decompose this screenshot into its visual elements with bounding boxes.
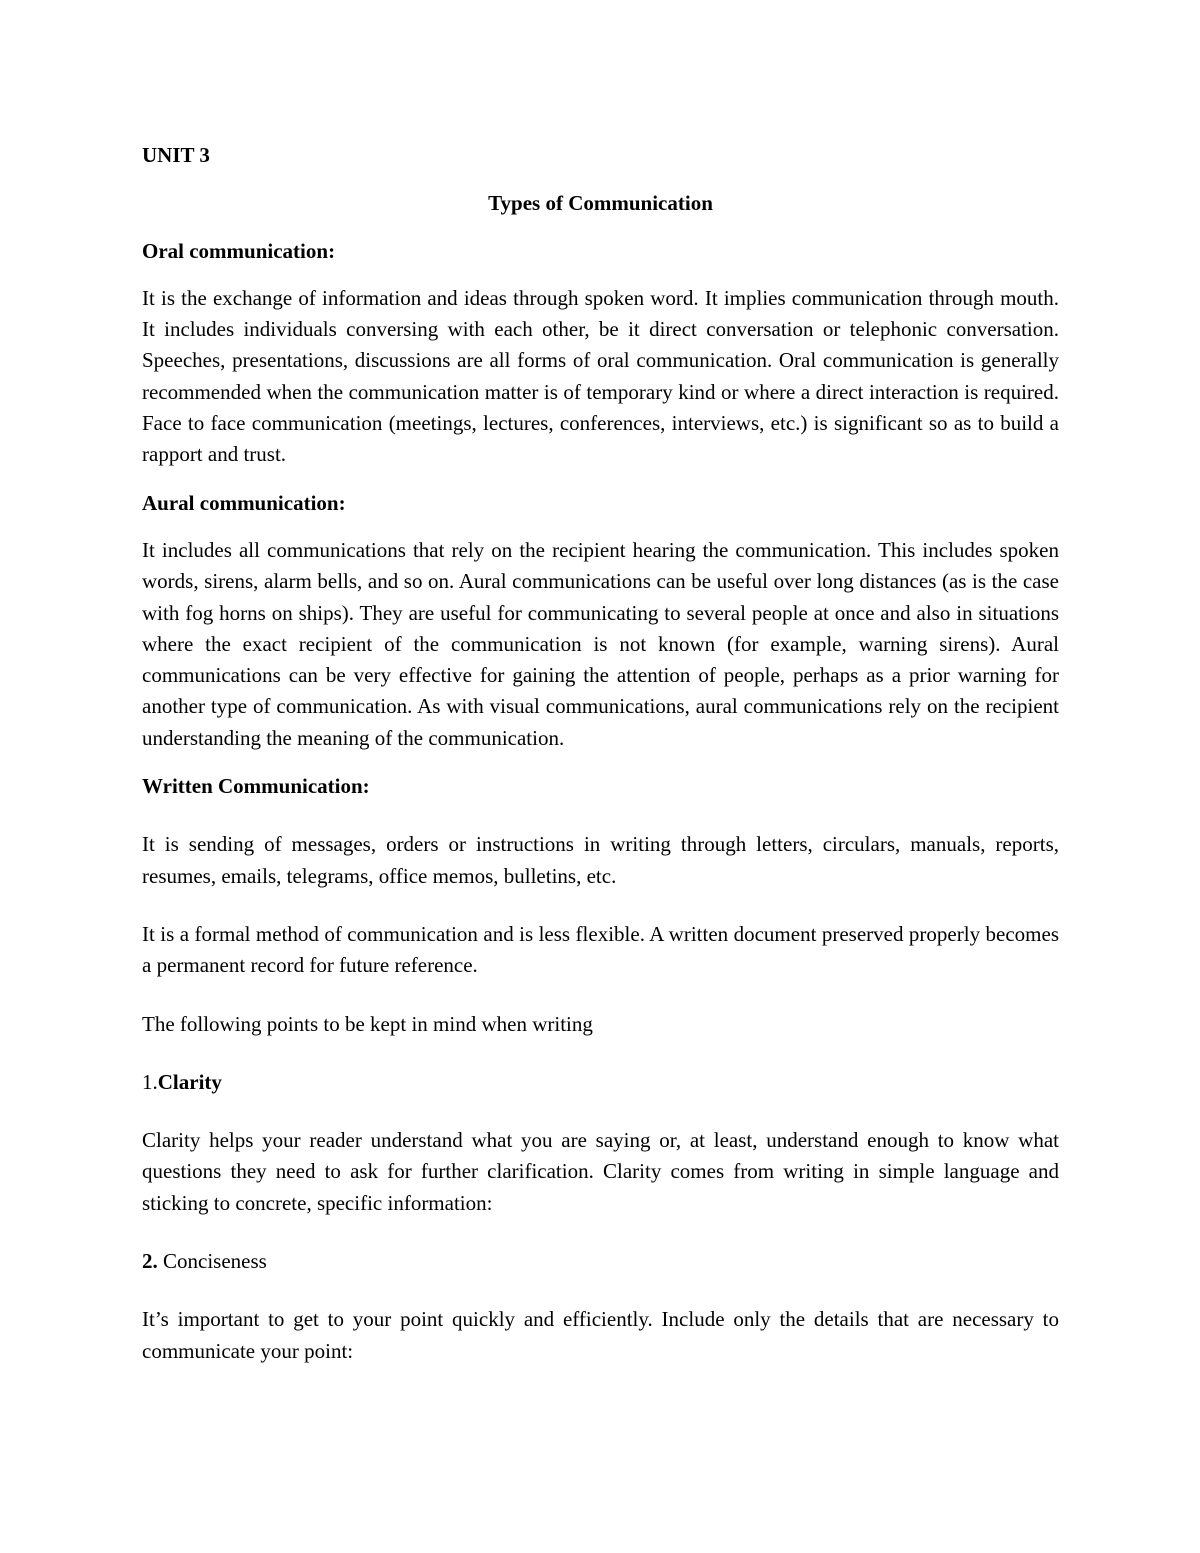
point-label: Conciseness [163,1249,267,1274]
point-label: Clarity [157,1069,222,1094]
aural-communication-heading: Aural communication: [142,490,346,515]
point-paragraph-clarity: Clarity helps your reader understand what you are saying or, at least, understand enough to know what questions they need to ask for further clarification. Clarity comes from writing in simple language and sticking to concrete, specific information: [142,1128,1059,1215]
unit-label: UNIT 3 [142,143,210,167]
oral-communication-paragraph: It is the exchange of information and ideas through spoken word. It implies communication through mouth. It includes individuals conversing with each other, be it direct conversation or telephonic conversation. Speeches, presentations, discussions are all forms of oral communication. Oral communication is generally recommended when the communication matter is of temporary kind or where a direct interaction is required. Face to face communication (meetings, lectures, conferences, interviews, etc.) is significant so as to build a rapport and trust. [142,285,1059,467]
written-communication-heading: Written Communication: [142,774,370,799]
point-number: 1. [142,1069,158,1094]
writing-points-intro: The following points to be kept in mind when writing [142,1011,593,1036]
aural-communication-paragraph: It includes all communications that rely on the recipient hearing the communication. This includes spoken words, sirens, alarm bells, and so on. Aural communications can be useful over long distances (as is the case with fog horns on ships). They are useful for communicating to several people at once and also in situations where the exact recipient of the communication is not known (for example, warning sirens). Aural communications can be very effective for gaining the attention of people, perhaps as a prior warning for another type of communication. As with visual communications, aural communications rely on the recipient understanding the meaning of the communication. [142,537,1059,750]
point-heading-clarity [142,1067,1059,1098]
document-title: Types of Communication [488,191,713,216]
document-page [142,140,1059,1384]
oral-communication-heading: Oral communication: [142,238,336,263]
point-paragraph-conciseness: It’s important to get to your point quickly and efficiently. Include only the details that are necessary to communicate your point: [142,1307,1059,1363]
written-communication-paragraph-1: It is sending of messages, orders or instructions in writing through letters, circulars, manuals, reports, resumes, emails, telegrams, office memos, bulletins, etc. [142,832,1059,888]
point-heading-conciseness [142,1246,1059,1277]
written-communication-paragraph-2: It is a formal method of communication and is less flexible. A written document preserved properly becomes a permanent record for future reference. [142,921,1059,978]
point-number: 2. [142,1249,158,1274]
